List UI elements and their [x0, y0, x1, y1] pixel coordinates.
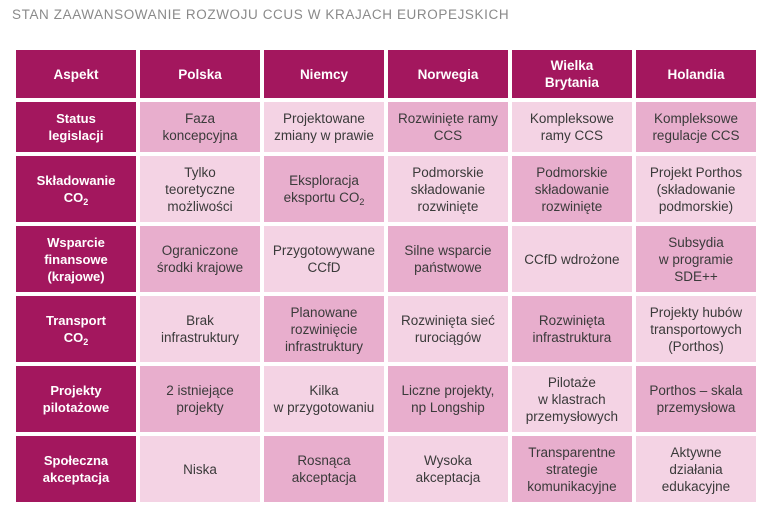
header-niemcy: Niemcy [264, 50, 384, 98]
row-label-skladowanie-text: Składowanie CO [36, 173, 116, 205]
header-aspekt: Aspekt [16, 50, 136, 98]
cell-transport-wielka-brytania: Rozwinięta infrastruktura [512, 296, 632, 362]
table-row [16, 366, 756, 432]
cell-akceptacja-norwegia: Wysoka akceptacja [388, 436, 508, 502]
cell-projekty-norwegia: Liczne projekty, np Longship [388, 366, 508, 432]
table-header-row [16, 50, 756, 98]
cell-projekty-niemcy: Kilka w przygotowaniu [264, 366, 384, 432]
row-label-transport [16, 296, 136, 362]
header-polska: Polska [140, 50, 260, 98]
page-title: STAN ZAAWANSOWANIE ROZWOJU CCUS W KRAJACH EUROPEJSKICH [12, 7, 510, 22]
cell-skladowanie-norwegia: Podmorskie składowanie rozwinięte [388, 156, 508, 222]
cell-wsparcie-polska: Ograniczone środki krajowe [140, 226, 260, 292]
header-wielka-brytania: Wielka Brytania [512, 50, 632, 98]
row-label-projekty-pilotazowe: Projekty pilotażowe [16, 366, 136, 432]
ccus-comparison-table [12, 46, 760, 506]
table-row [16, 226, 756, 292]
subscript-2: 2 [83, 337, 89, 347]
cell-transport-polska: Brak infrastruktury [140, 296, 260, 362]
cell-akceptacja-wielka-brytania: Transparentne strategie komunikacyjne [512, 436, 632, 502]
cell-transport-holandia: Projekty hubów transportowych (Porthos) [636, 296, 756, 362]
cell-projekty-polska: 2 istniejące projekty [140, 366, 260, 432]
cell-skladowanie-niemcy-text: Eksploracja eksportu CO [283, 173, 360, 205]
cell-wsparcie-norwegia: Silne wsparcie państwowe [388, 226, 508, 292]
cell-akceptacja-niemcy: Rosnąca akceptacja [264, 436, 384, 502]
cell-transport-niemcy: Planowane rozwinięcie infrastruktury [264, 296, 384, 362]
cell-akceptacja-holandia: Aktywne działania edukacyjne [636, 436, 756, 502]
table-row [16, 156, 756, 222]
row-label-wsparcie-finansowe: Wsparcie finansowe (krajowe) [16, 226, 136, 292]
row-label-spoleczna-akceptacja: Społeczna akceptacja [16, 436, 136, 502]
subscript-2: 2 [83, 197, 89, 207]
cell-projekty-holandia: Porthos – skala przemysłowa [636, 366, 756, 432]
table-row [16, 296, 756, 362]
table-row [16, 102, 756, 152]
row-label-status-legislacji: Status legislacji [16, 102, 136, 152]
cell-status-wielka-brytania: Kompleksowe ramy CCS [512, 102, 632, 152]
cell-transport-norwegia: Rozwinięta sieć rurociągów [388, 296, 508, 362]
cell-skladowanie-polska: Tylko teoretyczne możliwości [140, 156, 260, 222]
cell-projekty-wielka-brytania: Pilotaże w klastrach przemysłowych [512, 366, 632, 432]
cell-akceptacja-polska: Niska [140, 436, 260, 502]
header-norwegia: Norwegia [388, 50, 508, 98]
cell-status-polska: Faza koncepcyjna [140, 102, 260, 152]
table-row [16, 436, 756, 502]
row-label-skladowanie [16, 156, 136, 222]
cell-skladowanie-niemcy [264, 156, 384, 222]
cell-status-holandia: Kompleksowe regulacje CCS [636, 102, 756, 152]
cell-status-niemcy: Projektowane zmiany w prawie [264, 102, 384, 152]
cell-wsparcie-niemcy: Przygotowywane CCfD [264, 226, 384, 292]
cell-wsparcie-wielka-brytania: CCfD wdrożone [512, 226, 632, 292]
cell-skladowanie-holandia: Projekt Porthos (składowanie podmorskie) [636, 156, 756, 222]
header-holandia: Holandia [636, 50, 756, 98]
cell-skladowanie-wielka-brytania: Podmorskie składowanie rozwinięte [512, 156, 632, 222]
cell-status-norwegia: Rozwinięte ramy CCS [388, 102, 508, 152]
cell-wsparcie-holandia: Subsydia w programie SDE++ [636, 226, 756, 292]
subscript-2: 2 [359, 197, 365, 207]
row-label-transport-text: Transport CO [46, 313, 106, 345]
